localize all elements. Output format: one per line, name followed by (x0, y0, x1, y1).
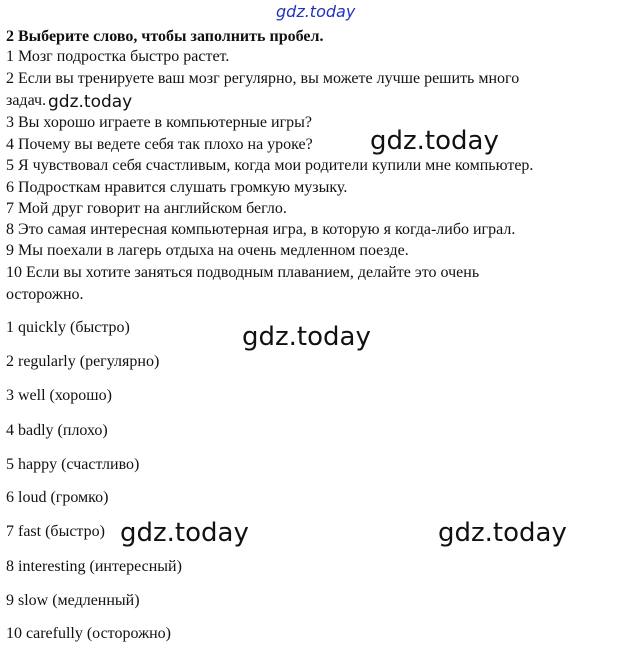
sentence-line: 1 Мозг подростка быстро растет. (6, 48, 230, 65)
answer-line: 10 carefully (осторожно) (6, 625, 172, 642)
sentence-line: 7 Мой друг говорит на английском бегло. (6, 200, 287, 217)
sentence-line: 3 Вы хорошо играете в компьютерные игры? (6, 114, 312, 131)
watermark-large: gdz.today (242, 322, 371, 352)
answer-line: 1 quickly (быстро) (6, 319, 130, 336)
answer-line: 5 happy (счастливо) (6, 456, 140, 473)
answer-line: 4 badly (плохо) (6, 422, 108, 439)
answer-line: 9 slow (медленный) (6, 592, 140, 609)
watermark-small: gdz.today (48, 92, 133, 112)
sentence-line: 4 Почему вы ведете себя так плохо на уроке? (6, 136, 313, 153)
sentence-line: 9 Мы поехали в лагерь отдыха на очень медленном поезде. (6, 242, 409, 259)
sentence-line: 5 Я чувствовал себя счастливым, когда мои родители купили мне компьютер. (6, 157, 534, 174)
answer-line: 3 well (хорошо) (6, 387, 112, 404)
sentence-line: задач. (6, 92, 47, 109)
watermark-large: gdz.today (370, 126, 499, 156)
watermark-large: gdz.today (120, 518, 249, 548)
sentence-line: 8 Это самая интересная компьютерная игра, в которую я когда-либо играл. (6, 221, 516, 238)
sentence-line: 10 Если вы хотите заняться подводным плаванием, делайте это очень (6, 264, 480, 281)
answer-line: 6 loud (громко) (6, 489, 109, 506)
exercise-heading: 2 Выберите слово, чтобы заполнить пробел. (6, 28, 324, 45)
watermark-top: gdz.today (276, 2, 356, 21)
answer-line: 2 regularly (регулярно) (6, 353, 160, 370)
sentence-line: 6 Подросткам нравится слушать громкую музыку. (6, 179, 348, 196)
sentence-line: 2 Если вы тренируете ваш мозг регулярно, вы можете лучше решить много (6, 70, 520, 87)
answer-line: 7 fast (быстро) (6, 523, 105, 540)
answer-line: 8 interesting (интересный) (6, 558, 182, 575)
watermark-large: gdz.today (438, 518, 567, 548)
sentence-line: осторожно. (6, 286, 84, 303)
